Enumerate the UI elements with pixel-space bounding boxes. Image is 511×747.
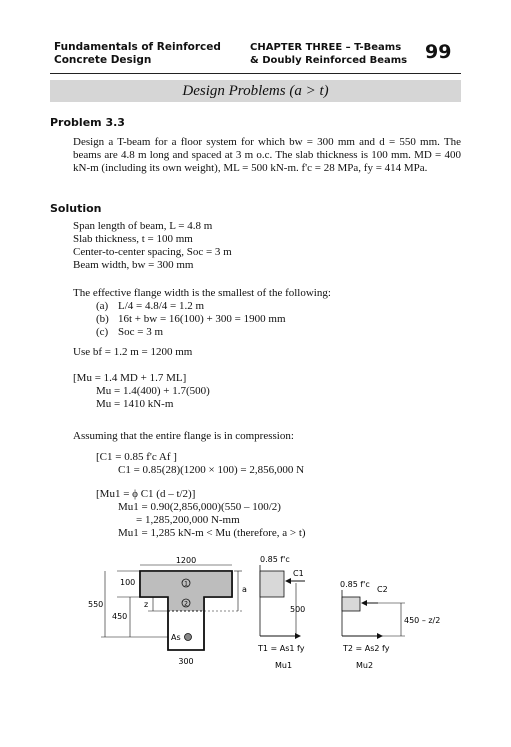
zone-2-label: 2 bbox=[184, 600, 188, 608]
chapter-title-line2: & Doubly Reinforced Beams bbox=[250, 55, 408, 66]
mu1-result: Mu1 = 1,285 kN-m < Mu (therefore, a > t) bbox=[118, 527, 306, 539]
slab-thickness-label: 100 bbox=[120, 578, 136, 587]
book-title-line1: Fundamentals of Reinforced bbox=[54, 41, 221, 53]
flange-option-label: (c) bbox=[96, 326, 109, 338]
problem-title: Problem 3.3 bbox=[50, 116, 125, 129]
stress-block-2-label: 0.85 f'c bbox=[340, 580, 370, 589]
book-title-line2: Concrete Design bbox=[54, 54, 152, 66]
stress-block-2 bbox=[342, 597, 360, 611]
c2-label: C2 bbox=[377, 585, 388, 594]
c1-formula: [C1 = 0.85 f'c Af ] bbox=[96, 451, 177, 463]
c1-result: C1 = 0.85(28)(1200 × 100) = 2,856,000 N bbox=[118, 464, 305, 476]
page-number: 99 bbox=[425, 41, 452, 63]
t1-label: T1 = As1 fy bbox=[258, 644, 305, 653]
flange-option-expr: 16t + bw = 16(100) + 300 = 1900 mm bbox=[118, 313, 286, 325]
lever-z-label: z bbox=[144, 600, 149, 609]
zone-1-label: 1 bbox=[184, 580, 188, 588]
use-flange-width: Use bf = 1.2 m = 1200 mm bbox=[73, 346, 193, 358]
book-title bbox=[54, 41, 221, 67]
flange-intro: The effective flange width is the smallest of the following: bbox=[73, 287, 331, 299]
solution-title: Solution bbox=[50, 202, 102, 215]
depth-label: 550 bbox=[88, 600, 104, 609]
mu-formula: [Mu = 1.4 MD + 1.7 ML] bbox=[73, 372, 187, 384]
chapter-title-line1: CHAPTER THREE – T-Beams bbox=[250, 42, 402, 53]
mu-substitution: Mu = 1.4(400) + 1.7(500) bbox=[96, 385, 210, 397]
mu-result: Mu = 1410 kN-m bbox=[96, 398, 174, 410]
steel-area-label: As bbox=[171, 633, 181, 642]
mu1-formula: [Mu1 = ϕ C1 (d – t/2)] bbox=[96, 488, 196, 500]
flange-option-expr: Soc = 3 m bbox=[118, 326, 164, 338]
given-slab-thickness: Slab thickness, t = 100 mm bbox=[73, 233, 193, 245]
depth-450-label: 450 bbox=[112, 612, 128, 621]
web-width-label: 300 bbox=[178, 657, 194, 666]
section-banner: Design Problems (a > t) bbox=[50, 80, 461, 102]
steel-bar bbox=[185, 634, 192, 641]
mu1-substitution: Mu1 = 0.90(2,856,000)(550 – 100/2) bbox=[118, 501, 281, 513]
tbeam-diagram bbox=[0, 545, 511, 695]
arm-2-label: 450 – z/2 bbox=[404, 616, 441, 625]
given-spacing: Center-to-center spacing, Soc = 3 m bbox=[73, 246, 232, 258]
header-divider bbox=[50, 73, 461, 74]
depth-a-label: a bbox=[242, 585, 247, 594]
assumption: Assuming that the entire flange is in compression: bbox=[73, 430, 294, 442]
stress-block-1-label: 0.85 f'c bbox=[260, 555, 290, 564]
problem-statement: Design a T-beam for a floor system for which bw = 300 mm and d = 550 mm. The beams are 4.8 m long and spaced at 3 m o.c. The slab thickness is 100 mm. MD = 400 kN-m (including its own weight), ML = 500 kN-m. f'c = 28 MPa, fy = 414 MPa. bbox=[73, 136, 461, 174]
stress-block-1 bbox=[260, 571, 284, 597]
t2-label: T2 = As2 fy bbox=[343, 644, 390, 653]
given-span: Span length of beam, L = 4.8 m bbox=[73, 220, 213, 232]
flange-option-label: (a) bbox=[96, 300, 109, 312]
flange-option-expr: L/4 = 4.8/4 = 1.2 m bbox=[118, 300, 205, 312]
arm-500-label: 500 bbox=[290, 605, 306, 614]
given-web-width: Beam width, bw = 300 mm bbox=[73, 259, 194, 271]
mu2-label: Mu2 bbox=[356, 661, 374, 670]
mu1-value: = 1,285,200,000 N-mm bbox=[136, 514, 240, 526]
flange-width-label: 1200 bbox=[175, 556, 197, 565]
chapter-title bbox=[250, 41, 407, 67]
c1-label: C1 bbox=[293, 569, 304, 578]
mu1-label: Mu1 bbox=[275, 661, 293, 670]
flange-option-label: (b) bbox=[96, 313, 109, 325]
